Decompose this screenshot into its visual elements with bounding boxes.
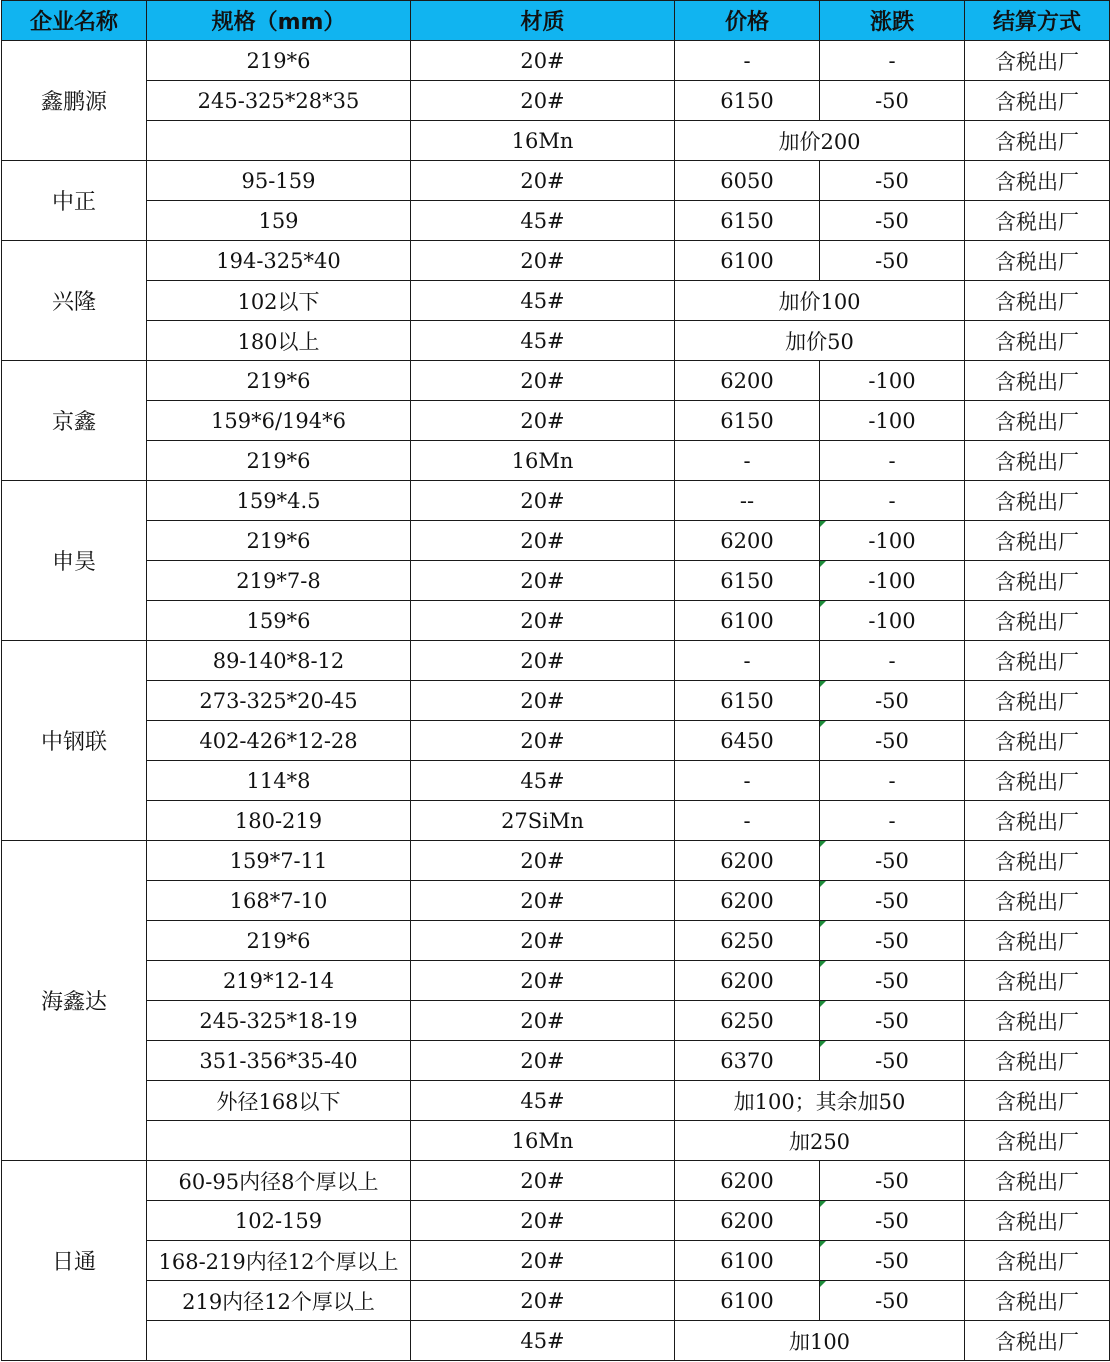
settlement-cell: 含税出厂 <box>965 801 1110 841</box>
settlement-cell: 含税出厂 <box>965 961 1110 1001</box>
change-cell: -50 <box>820 1241 965 1281</box>
price-cell: 6200 <box>675 1201 820 1241</box>
material-cell: 16Mn <box>411 441 675 481</box>
spec-cell: 219*12-14 <box>147 961 411 1001</box>
change-cell: - <box>820 641 965 681</box>
price-note-cell: 加100；其余加50 <box>675 1081 965 1121</box>
spec-cell: 159*6 <box>147 601 411 641</box>
material-cell: 16Mn <box>411 1121 675 1161</box>
spec-cell: 351-356*35-40 <box>147 1041 411 1081</box>
material-cell: 45# <box>411 1321 675 1361</box>
material-cell: 45# <box>411 321 675 361</box>
material-cell: 45# <box>411 761 675 801</box>
price-note-cell: 加250 <box>675 1121 965 1161</box>
table-row <box>2 121 1110 161</box>
change-cell: -50 <box>820 841 965 881</box>
material-cell: 20# <box>411 1041 675 1081</box>
change-cell: - <box>820 761 965 801</box>
table-row <box>2 201 1110 241</box>
settlement-cell: 含税出厂 <box>965 561 1110 601</box>
change-cell: -50 <box>820 921 965 961</box>
table-row <box>2 1201 1110 1241</box>
price-note-cell: 加价200 <box>675 121 965 161</box>
header-row <box>2 1 1110 41</box>
spec-cell: 245-325*28*35 <box>147 81 411 121</box>
change-cell: -50 <box>820 161 965 201</box>
material-cell: 20# <box>411 521 675 561</box>
table-row <box>2 1001 1110 1041</box>
settlement-cell: 含税出厂 <box>965 721 1110 761</box>
material-cell: 45# <box>411 1081 675 1121</box>
company-name: 申昊 <box>2 481 147 641</box>
settlement-cell: 含税出厂 <box>965 201 1110 241</box>
price-cell: 6200 <box>675 1161 820 1201</box>
settlement-cell: 含税出厂 <box>965 121 1110 161</box>
change-cell: -50 <box>820 81 965 121</box>
spec-cell: 168*7-10 <box>147 881 411 921</box>
material-cell: 45# <box>411 201 675 241</box>
settlement-cell: 含税出厂 <box>965 1321 1110 1361</box>
material-cell: 20# <box>411 1241 675 1281</box>
table-row <box>2 241 1110 281</box>
spec-cell: 402-426*12-28 <box>147 721 411 761</box>
material-cell: 20# <box>411 41 675 81</box>
settlement-cell: 含税出厂 <box>965 881 1110 921</box>
price-cell: 6250 <box>675 921 820 961</box>
material-cell: 20# <box>411 841 675 881</box>
price-note-cell: 加价50 <box>675 321 965 361</box>
spec-cell: 外径168以下 <box>147 1081 411 1121</box>
company-name: 日通 <box>2 1161 147 1361</box>
material-cell: 20# <box>411 641 675 681</box>
table-row <box>2 761 1110 801</box>
price-cell: - <box>675 801 820 841</box>
change-cell: -100 <box>820 601 965 641</box>
column-header-material: 材质 <box>411 1 675 41</box>
table-row <box>2 1081 1110 1121</box>
table-row <box>2 41 1110 81</box>
settlement-cell: 含税出厂 <box>965 1121 1110 1161</box>
table-row <box>2 841 1110 881</box>
table-body <box>2 41 1110 1361</box>
settlement-cell: 含税出厂 <box>965 281 1110 321</box>
spec-cell: 89-140*8-12 <box>147 641 411 681</box>
settlement-cell: 含税出厂 <box>965 761 1110 801</box>
table-row <box>2 1321 1110 1361</box>
spec-cell: 194-325*40 <box>147 241 411 281</box>
table-row <box>2 1281 1110 1321</box>
material-cell: 20# <box>411 681 675 721</box>
table-row <box>2 641 1110 681</box>
material-cell: 20# <box>411 921 675 961</box>
table-row <box>2 721 1110 761</box>
spec-cell: 60-95内径8个厚以上 <box>147 1161 411 1201</box>
change-cell: -50 <box>820 1201 965 1241</box>
spec-cell: 219*6 <box>147 521 411 561</box>
table-row <box>2 961 1110 1001</box>
price-cell: 6100 <box>675 1281 820 1321</box>
change-cell: -50 <box>820 1041 965 1081</box>
settlement-cell: 含税出厂 <box>965 241 1110 281</box>
price-cell: -- <box>675 481 820 521</box>
settlement-cell: 含税出厂 <box>965 1041 1110 1081</box>
price-cell: 6150 <box>675 201 820 241</box>
table-row <box>2 161 1110 201</box>
change-cell: -50 <box>820 881 965 921</box>
column-header-price: 价格 <box>675 1 820 41</box>
company-name: 鑫鹏源 <box>2 41 147 161</box>
table-row <box>2 881 1110 921</box>
price-cell: 6200 <box>675 841 820 881</box>
price-cell: - <box>675 41 820 81</box>
table-row <box>2 321 1110 361</box>
table-row <box>2 921 1110 961</box>
price-cell: - <box>675 641 820 681</box>
settlement-cell: 含税出厂 <box>965 1081 1110 1121</box>
material-cell: 20# <box>411 881 675 921</box>
table-row <box>2 521 1110 561</box>
price-cell: 6150 <box>675 81 820 121</box>
spec-cell: 159*6/194*6 <box>147 401 411 441</box>
spec-cell: 180-219 <box>147 801 411 841</box>
table-row <box>2 441 1110 481</box>
settlement-cell: 含税出厂 <box>965 361 1110 401</box>
material-cell: 20# <box>411 1201 675 1241</box>
spec-cell: 219内径12个厚以上 <box>147 1281 411 1321</box>
spec-cell: 159 <box>147 201 411 241</box>
material-cell: 20# <box>411 481 675 521</box>
spec-cell <box>147 1321 411 1361</box>
change-cell: -100 <box>820 561 965 601</box>
column-header-change: 涨跌 <box>820 1 965 41</box>
material-cell: 20# <box>411 721 675 761</box>
material-cell: 27SiMn <box>411 801 675 841</box>
price-note-cell: 加100 <box>675 1321 965 1361</box>
settlement-cell: 含税出厂 <box>965 81 1110 121</box>
material-cell: 20# <box>411 1161 675 1201</box>
company-name: 兴隆 <box>2 241 147 361</box>
company-name: 京鑫 <box>2 361 147 481</box>
change-cell: -50 <box>820 1001 965 1041</box>
price-cell: 6250 <box>675 1001 820 1041</box>
material-cell: 45# <box>411 281 675 321</box>
material-cell: 20# <box>411 561 675 601</box>
company-name: 中钢联 <box>2 641 147 841</box>
company-name: 海鑫达 <box>2 841 147 1161</box>
spec-cell: 219*6 <box>147 441 411 481</box>
spec-cell: 168-219内径12个厚以上 <box>147 1241 411 1281</box>
price-cell: 6450 <box>675 721 820 761</box>
settlement-cell: 含税出厂 <box>965 1281 1110 1321</box>
column-header-company: 企业名称 <box>2 1 147 41</box>
column-header-settlement: 结算方式 <box>965 1 1110 41</box>
table-row <box>2 401 1110 441</box>
table-header <box>2 1 1110 41</box>
table-row <box>2 561 1110 601</box>
price-cell: 6100 <box>675 1241 820 1281</box>
table-row <box>2 1041 1110 1081</box>
price-cell: 6100 <box>675 241 820 281</box>
price-cell: 6200 <box>675 961 820 1001</box>
change-cell: -50 <box>820 1281 965 1321</box>
settlement-cell: 含税出厂 <box>965 1001 1110 1041</box>
settlement-cell: 含税出厂 <box>965 41 1110 81</box>
price-cell: - <box>675 761 820 801</box>
settlement-cell: 含税出厂 <box>965 1241 1110 1281</box>
material-cell: 20# <box>411 1281 675 1321</box>
spec-cell: 219*7-8 <box>147 561 411 601</box>
spec-cell: 95-159 <box>147 161 411 201</box>
change-cell: - <box>820 41 965 81</box>
settlement-cell: 含税出厂 <box>965 1161 1110 1201</box>
price-cell: 6150 <box>675 681 820 721</box>
material-cell: 20# <box>411 361 675 401</box>
price-cell: 6200 <box>675 361 820 401</box>
spec-cell: 159*7-11 <box>147 841 411 881</box>
settlement-cell: 含税出厂 <box>965 441 1110 481</box>
spec-cell: 219*6 <box>147 41 411 81</box>
material-cell: 20# <box>411 1001 675 1041</box>
price-cell: 6200 <box>675 521 820 561</box>
change-cell: -50 <box>820 721 965 761</box>
settlement-cell: 含税出厂 <box>965 401 1110 441</box>
table-row <box>2 681 1110 721</box>
change-cell: -50 <box>820 241 965 281</box>
settlement-cell: 含税出厂 <box>965 641 1110 681</box>
table-row <box>2 801 1110 841</box>
settlement-cell: 含税出厂 <box>965 681 1110 721</box>
material-cell: 16Mn <box>411 121 675 161</box>
price-cell: 6100 <box>675 601 820 641</box>
material-cell: 20# <box>411 161 675 201</box>
table-row <box>2 1241 1110 1281</box>
price-cell: 6150 <box>675 401 820 441</box>
change-cell: -50 <box>820 1161 965 1201</box>
table-row <box>2 601 1110 641</box>
settlement-cell: 含税出厂 <box>965 161 1110 201</box>
table-row <box>2 481 1110 521</box>
settlement-cell: 含税出厂 <box>965 521 1110 561</box>
change-cell: -100 <box>820 361 965 401</box>
material-cell: 20# <box>411 601 675 641</box>
change-cell: -50 <box>820 681 965 721</box>
settlement-cell: 含税出厂 <box>965 921 1110 961</box>
spec-cell: 219*6 <box>147 361 411 401</box>
change-cell: -50 <box>820 961 965 1001</box>
settlement-cell: 含税出厂 <box>965 601 1110 641</box>
spec-cell: 219*6 <box>147 921 411 961</box>
table-row <box>2 1161 1110 1201</box>
price-cell: 6370 <box>675 1041 820 1081</box>
settlement-cell: 含税出厂 <box>965 321 1110 361</box>
spec-cell <box>147 1121 411 1161</box>
spec-cell: 114*8 <box>147 761 411 801</box>
company-name: 中正 <box>2 161 147 241</box>
spec-cell: 180以上 <box>147 321 411 361</box>
settlement-cell: 含税出厂 <box>965 1201 1110 1241</box>
spec-cell: 245-325*18-19 <box>147 1001 411 1041</box>
material-cell: 20# <box>411 961 675 1001</box>
table-row <box>2 361 1110 401</box>
change-cell: - <box>820 441 965 481</box>
table-row <box>2 81 1110 121</box>
material-cell: 20# <box>411 401 675 441</box>
table-row <box>2 1121 1110 1161</box>
spec-cell <box>147 121 411 161</box>
change-cell: - <box>820 481 965 521</box>
spec-cell: 273-325*20-45 <box>147 681 411 721</box>
price-cell: - <box>675 441 820 481</box>
spec-cell: 159*4.5 <box>147 481 411 521</box>
settlement-cell: 含税出厂 <box>965 481 1110 521</box>
price-table <box>1 0 1110 1361</box>
table-row <box>2 281 1110 321</box>
price-cell: 6150 <box>675 561 820 601</box>
change-cell: - <box>820 801 965 841</box>
material-cell: 20# <box>411 241 675 281</box>
price-cell: 6200 <box>675 881 820 921</box>
price-cell: 6050 <box>675 161 820 201</box>
change-cell: -100 <box>820 401 965 441</box>
price-note-cell: 加价100 <box>675 281 965 321</box>
spec-cell: 102-159 <box>147 1201 411 1241</box>
column-header-spec: 规格（mm） <box>147 1 411 41</box>
change-cell: -50 <box>820 201 965 241</box>
material-cell: 20# <box>411 81 675 121</box>
change-cell: -100 <box>820 521 965 561</box>
spec-cell: 102以下 <box>147 281 411 321</box>
settlement-cell: 含税出厂 <box>965 841 1110 881</box>
